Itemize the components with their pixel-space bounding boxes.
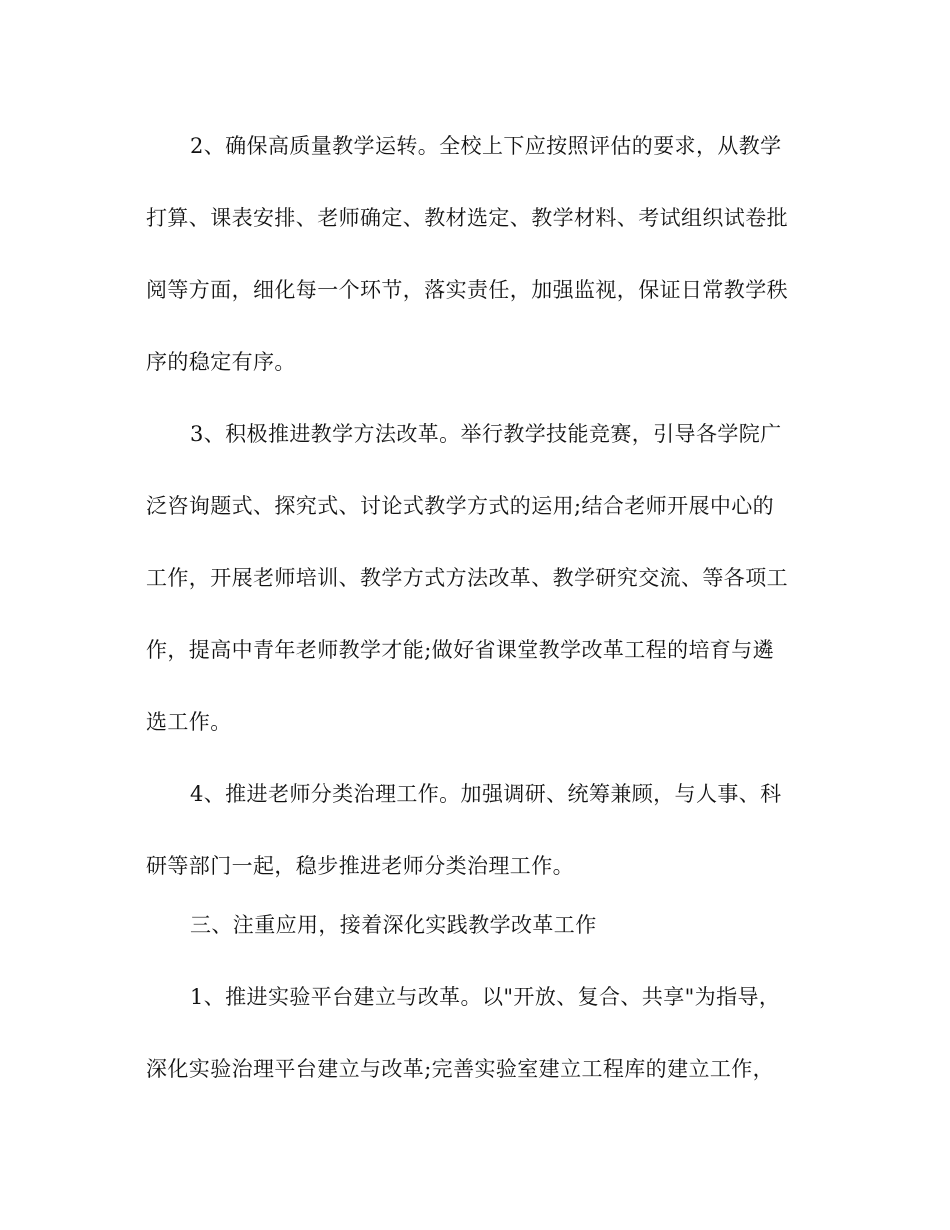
paragraph-line: 4、推进老师分类治理工作。加强调研、统筹兼顾，与人事、科 [190, 782, 782, 806]
paragraph-line: 3、积极推进教学方法改革。举行教学技能竞赛，引导各学院广 [190, 422, 782, 446]
paragraph-line: 作，提高中青年老师教学才能;做好省课堂教学改革工程的培育与遴 [146, 638, 775, 662]
paragraph-line: 深化实验治理平台建立与改革;完善实验室建立工程库的建立工作， [146, 1057, 775, 1081]
paragraph-line: 研等部门一起，稳步推进老师分类治理工作。 [146, 854, 574, 878]
paragraph-line: 1、推进实验平台建立与改革。以"开放、复合、共享"为指导， [190, 985, 781, 1009]
paragraph-line: 2、确保高质量教学运转。全校上下应按照评估的要求，从教学 [190, 134, 782, 158]
section-heading: 三、注重应用，接着深化实践教学改革工作 [190, 913, 597, 937]
paragraph-line: 阅等方面，细化每一个环节，落实责任，加强监视，保证日常教学秩 [146, 278, 788, 302]
paragraph-line: 选工作。 [146, 710, 232, 734]
paragraph-line: 泛咨询题式、探究式、讨论式教学方式的运用;结合老师开展中心的 [146, 494, 775, 518]
paragraph-line: 序的稳定有序。 [146, 350, 296, 374]
paragraph-line: 工作，开展老师培训、教学方式方法改革、教学研究交流、等各项工 [146, 566, 788, 590]
paragraph-line: 打算、课表安排、老师确定、教材选定、教学材料、考试组织试卷批 [146, 206, 788, 230]
